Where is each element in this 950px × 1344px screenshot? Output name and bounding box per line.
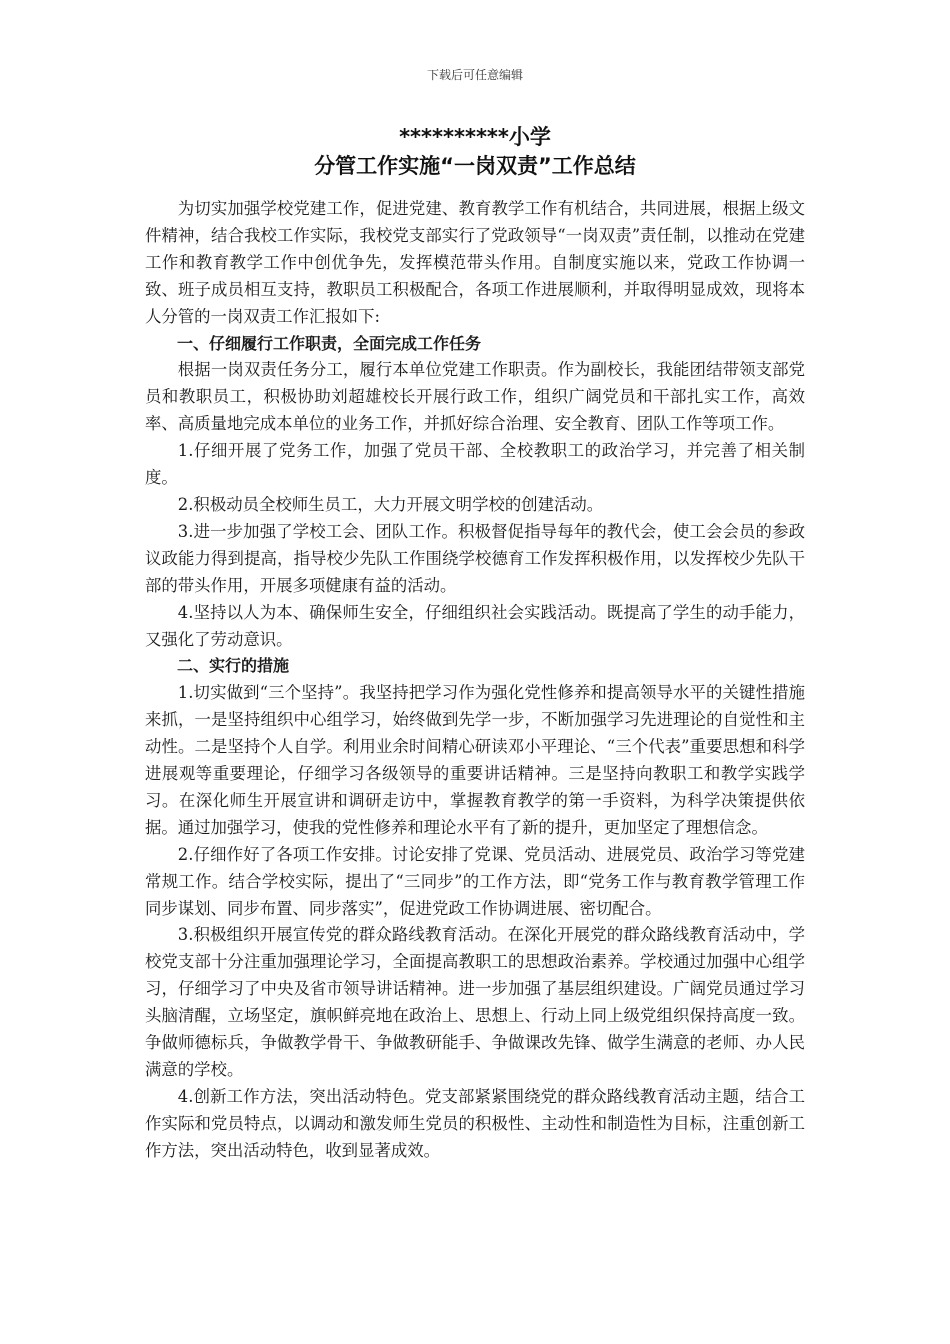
paragraph: 根据一岗双责任务分工，履行本单位党建工作职责。作为副校长，我能团结带领支部党员和教职员工，积极协助刘超雄校长开展行政工作，组织广阔党员和干部扎实工作，高效率、高质量地完成本单位的业务工作，并抓好综合治理、安全教育、团队工作等项工作。: [145, 360, 805, 434]
document-body: [145, 196, 805, 1165]
list-item: 2.积极动员全校师生员工，大力开展文明学校的创建活动。: [177, 494, 604, 514]
list-item: 2.仔细作好了各项工作安排。讨论安排了党课、党员活动、进展党员、政治学习等党建常规工作。结合学校实际，提出了“三同步”的工作方法，即“党务工作与教育教学管理工作同步谋划、同步布置、同步落实”，促进党政工作协调进展、密切配合。: [145, 844, 805, 918]
list-item: 1.仔细开展了党务工作，加强了党员干部、全校教职工的政治学习，并完善了相关制度。: [145, 441, 805, 488]
section-heading-1: 一、仔细履行工作职责，全面完成工作任务: [177, 333, 482, 353]
intro-paragraph: 为切实加强学校党建工作，促进党建、教育教学工作有机结合，共同进展，根据上级文件精神，结合我校工作实际，我校党支部实行了党政领导“一岗双责”责任制，以推动在党建工作和教育教学工作中创优争先，发挥模范带头作用。自制度实施以来，党政工作协调一致、班子成员相互支持，教职员工积极配合，各项工作进展顺利，并取得明显成效，现将本人分管的一岗双责工作汇报如下:: [145, 199, 805, 326]
section-heading-2: 二、实行的措施: [177, 656, 290, 676]
list-item: 4.坚持以人为本、确保师生安全，仔细组织社会实践活动。既提高了学生的动手能力，又强化了劳动意识。: [145, 602, 805, 649]
report-title: 分管工作实施“一岗双责”工作总结: [314, 154, 636, 178]
header-note: 下载后可任意编辑: [426, 68, 523, 82]
school-name: **********小学: [399, 125, 551, 149]
list-item: 1.切实做到“三个坚持”。我坚持把学习作为强化党性修养和提高领导水平的关键性措施来抓，一是坚持组织中心组学习，始终做到先学一步，不断加强学习先进理论的自觉性和主动性。二是坚持个人自学。利用业余时间精心研读邓小平理论、“三个代表”重要思想和科学进展观等重要理论，仔细学习各级领导的重要讲话精神。三是坚持向教职工和教学实践学习。在深化师生开展宣讲和调研走访中，掌握教育教学的第一手资料，为科学决策提供依据。通过加强学习，使我的党性修养和理论水平有了新的提升，更加坚定了理想信念。: [145, 683, 805, 837]
list-item: 4.创新工作方法，突出活动特色。党支部紧紧围绕党的群众路线教育活动主题，结合工作实际和党员特点，以调动和激发师生党员的积极性、主动性和制造性为目标，注重创新工作方法，突出活动特色，收到显著成效。: [145, 1086, 805, 1160]
list-item: 3.进一步加强了学校工会、团队工作。积极督促指导每年的教代会，使工会会员的参政议政能力得到提高，指导校少先队工作围绕学校德育工作发挥积极作用，以发挥校少先队干部的带头作用，开展多项健康有益的活动。: [145, 521, 805, 595]
list-item: 3.积极组织开展宣传党的群众路线教育活动。在深化开展党的群众路线教育活动中，学校党支部十分注重加强理论学习，全面提高教职工的思想政治素养。学校通过加强中心组学习，仔细学习了中央及省市领导讲话精神。进一步加强了基层组织建设。广阔党员通过学习头脑清醒，立场坚定，旗帜鲜亮地在政治上、思想上、行动上同上级党组织保持高度一致。争做师德标兵，争做教学骨干、争做教研能手、争做课改先锋、做学生满意的老师、办人民满意的学校。: [145, 925, 805, 1079]
document-title: [0, 124, 950, 180]
